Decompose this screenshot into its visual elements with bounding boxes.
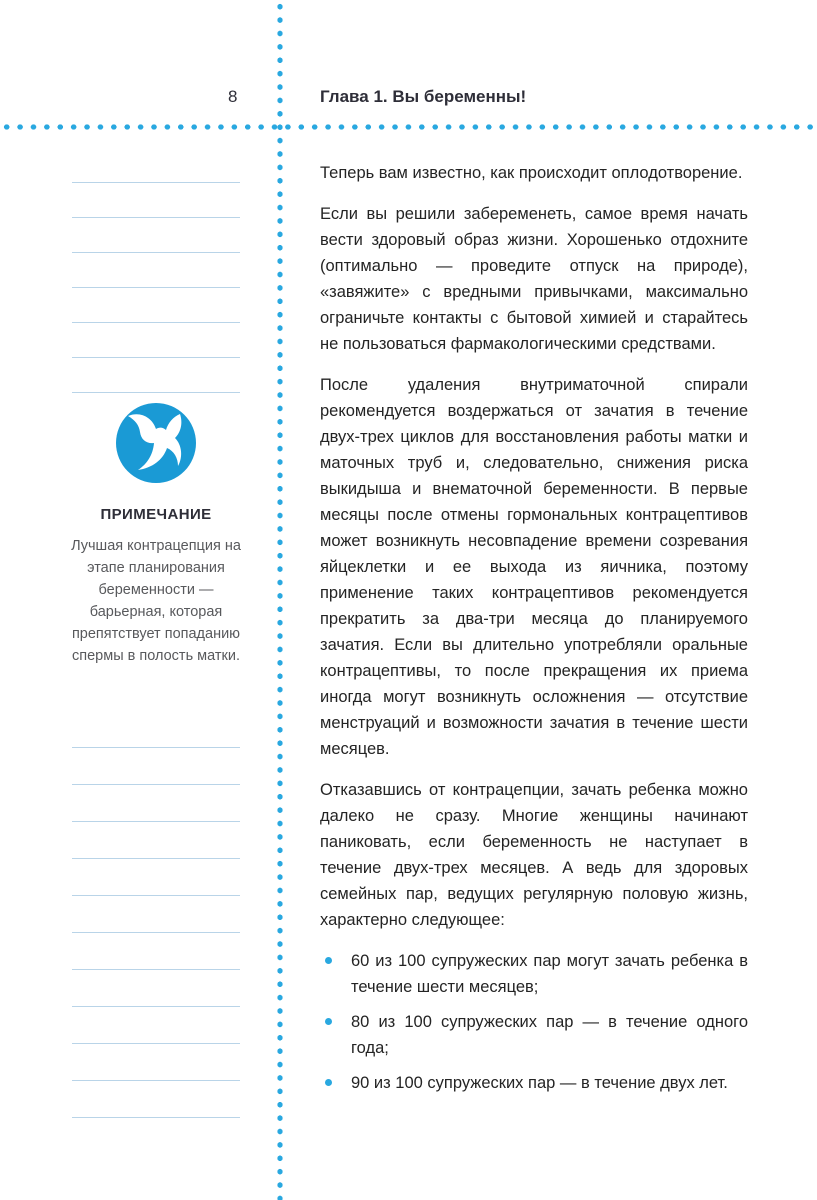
horizontal-dotted-divider	[0, 123, 817, 131]
bullet-icon	[325, 957, 332, 964]
ruled-lines-top	[72, 182, 240, 394]
list-item-text: 90 из 100 супружеских пар — в течение двух лет.	[351, 1074, 728, 1092]
list-item	[320, 948, 748, 1000]
page-number: 8	[228, 87, 238, 106]
paragraph-intro: Теперь вам известно, как происходит оплодотворение.	[320, 164, 743, 182]
main-text-column	[320, 160, 748, 1105]
list-item-text: 80 из 100 супружеских пар — в течение одного года;	[351, 1013, 748, 1057]
note-text: Лучшая контрацепция на этапе планирования беременности — барьерная, которая препятствует попаданию спермы в полость матки.	[71, 538, 241, 664]
list-item	[320, 1070, 748, 1096]
list-item	[320, 1009, 748, 1061]
list-item-text: 60 из 100 супружеских пар могут зачать ребенка в течение шести месяцев;	[351, 952, 748, 996]
bullet-icon	[325, 1018, 332, 1025]
note-title: ПРИМЕЧАНИЕ	[100, 506, 212, 523]
ruled-lines-bottom	[72, 747, 240, 1119]
bullet-icon	[325, 1079, 332, 1086]
paragraph-healthy-lifestyle: Если вы решили забеременеть, самое время начать вести здоровый образ жизни. Хорошенько отдохните (оптимально — проведите отпуск на природе), «завяжите» с вредными привычками, максимально ограничьте контакты с бытовой химией и старайтесь не пользоваться фармакологическими средствами.	[320, 205, 748, 353]
statistics-bullet-list	[320, 948, 748, 1096]
paragraph-contraceptives: После удаления внутриматочной спирали рекомендуется воздержаться от зачатия в течение двух-трех циклов для восстановления работы матки и маточных труб и, следовательно, снижения риска выкидыша и внематочной беременности. В первые месяцы после отмены гормональных контрацептивов может возникнуть несовпадение времени созревания яйцеклетки и ее выхода из яичника, поэтому применение таких контрацептивов рекомендуется прекратить за два-три месяца до планируемого зачатия. Если вы длительно употребляли оральные контрацептивы, то после прекращения их приема иногда могут возникнуть осложнения — отсутствие менструаций и возможности зачатия в течение шести месяцев.	[320, 376, 748, 758]
stylized-figure-icon	[113, 402, 199, 488]
paragraph-conception-timing: Отказавшись от контрацепции, зачать ребенка можно далеко не сразу. Многие женщины начинают паниковать, если беременность не наступает в течение двух-трех месяцев. А ведь для здоровых семейных пар, ведущих регулярную половую жизнь, характерно следующее:	[320, 781, 748, 929]
chapter-title: Глава 1. Вы беременны!	[320, 87, 527, 106]
vertical-dotted-divider	[276, 0, 284, 1200]
margin-note	[64, 402, 248, 667]
